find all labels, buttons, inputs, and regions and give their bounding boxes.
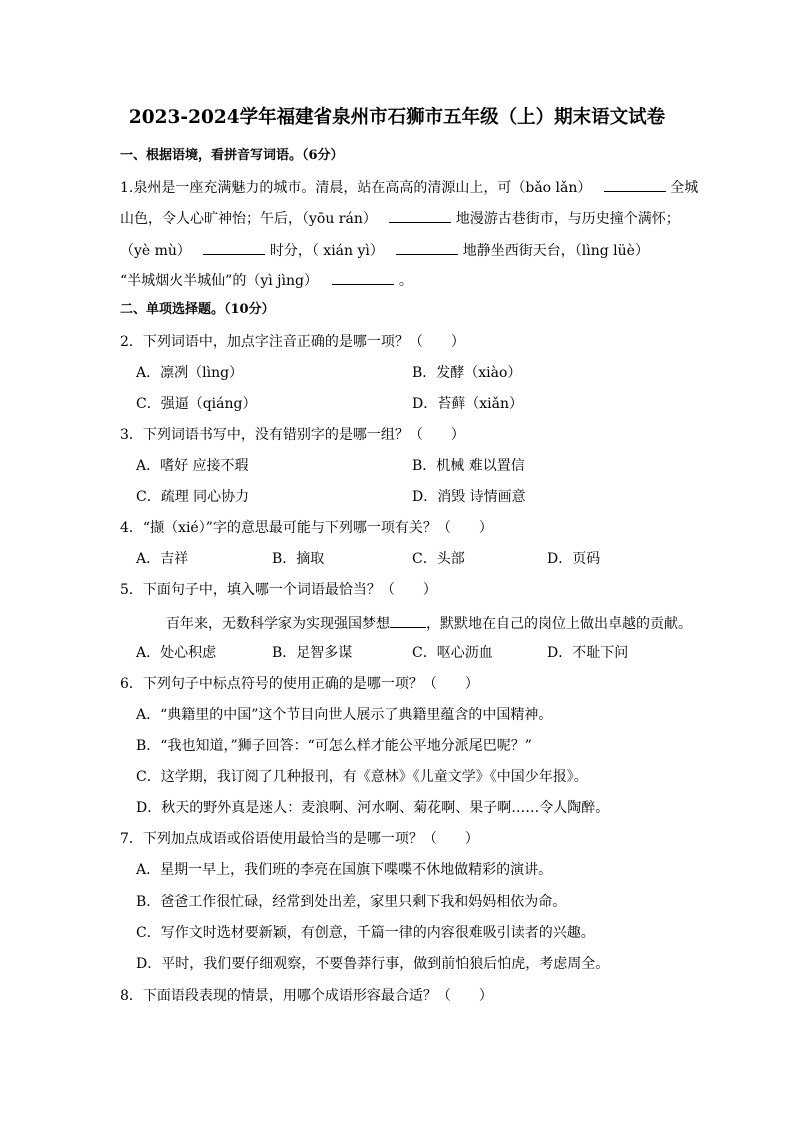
q5-sentence-part-2: ，默默地在自己的岗位上做出卓越的贡献。: [426, 616, 692, 632]
q5-sentence: [166, 612, 692, 634]
q1-line-4-text: “半城烟火半城仙”的（yì jìng）: [120, 273, 318, 289]
q3-stem: 3．下列词语书写中，没有错别字的是哪一组？（ ）: [120, 427, 465, 443]
answer-blank[interactable]: [332, 269, 394, 285]
q6-option-c[interactable]: C．这学期，我订阅了几种报刊，有《意林》《儿童文学》《中国少年报》。: [136, 769, 588, 785]
q1-line-2: [120, 207, 680, 229]
q8-stem: 8．下面语段表现的情景，用哪个成语形容最合适？（ ）: [120, 988, 493, 1004]
q7-stem: 7．下列加点成语或俗语使用最恰当的是哪一项？（ ）: [120, 831, 479, 847]
q1-line-1-tail: 全城: [670, 180, 699, 196]
answer-blank[interactable]: [396, 239, 458, 255]
q4-option-b[interactable]: B．摘取: [272, 551, 325, 567]
q3-option-d[interactable]: D．消毁 诗情画意: [412, 489, 526, 505]
q7-option-a[interactable]: A．星期一早上，我们班的李亮在国旗下喋喋不休地做精彩的演讲。: [136, 862, 553, 878]
q6-stem: 6．下列句子中标点符号的使用正确的是哪一项？（ ）: [120, 676, 479, 692]
q5-option-c[interactable]: C．呕心沥血: [412, 645, 493, 661]
q2-stem: 2．下列词语中，加点字注音正确的是哪一项？（ ）: [120, 334, 465, 350]
q1-line-3: [120, 239, 649, 261]
q1-line-3-tail: 地静坐西街天台，（lìng lüè）: [462, 243, 649, 259]
q6-option-d[interactable]: D．秋天的野外真是迷人：麦浪啊、河水啊、菊花啊、果子啊……令人陶醉。: [136, 800, 610, 816]
answer-blank[interactable]: [203, 239, 265, 255]
answer-blank[interactable]: [604, 176, 666, 192]
section-1-heading: 一、根据语境，看拼音写词语。（6分）: [120, 148, 344, 163]
page-title: 2023-2024学年福建省泉州市石狮市五年级（上）期末语文试卷: [128, 107, 666, 128]
q4-option-d[interactable]: D．页码: [547, 551, 601, 567]
q7-option-c[interactable]: C．写作文时选材要新颖，有创意，千篇一律的内容很难吸引读者的兴趣。: [136, 925, 595, 941]
q1-line-2-text: 山色，令人心旷神怡；午后，（yōu rán）: [120, 211, 377, 227]
q2-option-b[interactable]: B．发酵（xiào）: [412, 365, 522, 381]
q5-option-d[interactable]: D．不耻下问: [547, 645, 629, 661]
q1-line-4: [120, 269, 413, 291]
q1-line-4-tail: 。: [398, 273, 413, 289]
section-2-heading: 二、单项选择题。（10分）: [120, 302, 275, 317]
q4-stem: 4．“撷（xié）”字的意思最可能与下列哪一项有关？（ ）: [120, 520, 493, 536]
answer-blank[interactable]: [390, 612, 426, 628]
q1-line-2-tail: 地漫游古巷街市，与历史撞个满怀；: [455, 211, 680, 227]
q1-line-3-text: （yè mù）: [120, 243, 191, 259]
q1-line-3-mid: 时分，（ xián yì）: [269, 243, 384, 259]
q6-option-b[interactable]: B．“我也知道，”狮子回答：“可怎么样才能公平地分派尾巴呢？”: [136, 738, 532, 754]
q2-option-d[interactable]: D．苔藓（xiǎn）: [412, 396, 523, 412]
q7-option-b[interactable]: B．爸爸工作很忙碌，经常到处出差，家里只剩下我和妈妈相依为命。: [136, 894, 567, 910]
q3-option-b[interactable]: B．机械 难以置信: [412, 458, 525, 474]
q7-option-d[interactable]: D．平时，我们要仔细观察，不要鲁莽行事，做到前怕狼后怕虎，考虑周全。: [136, 956, 610, 972]
q5-sentence-part-1: 百年来，无数科学家为实现强国梦想: [166, 616, 390, 632]
q6-option-a[interactable]: A．“典籍里的中国”这个节目向世人展示了典籍里蕴含的中国精神。: [136, 707, 553, 723]
answer-blank[interactable]: [389, 207, 451, 223]
q1-line-1-text: 1.泉州是一座充满魅力的城市。清晨，站在高高的清源山上，可（bǎo lǎn）: [120, 180, 592, 196]
q5-stem: 5．下面句子中，填入哪一个词语最恰当？（ ）: [120, 582, 437, 598]
q2-option-a[interactable]: A．凛冽（lìng）: [136, 365, 244, 381]
q2-option-c[interactable]: C．强逼（qiáng）: [136, 396, 257, 412]
q3-option-c[interactable]: C．疏理 同心协力: [136, 489, 250, 505]
q4-option-a[interactable]: A．吉祥: [136, 551, 189, 567]
q5-option-a[interactable]: A．处心积虑: [136, 645, 217, 661]
q4-option-c[interactable]: C．头部: [412, 551, 465, 567]
q1-line-1: [120, 176, 698, 198]
q5-option-b[interactable]: B．足智多谋: [272, 645, 353, 661]
q3-option-a[interactable]: A．嗜好 应接不瑕: [136, 458, 249, 474]
